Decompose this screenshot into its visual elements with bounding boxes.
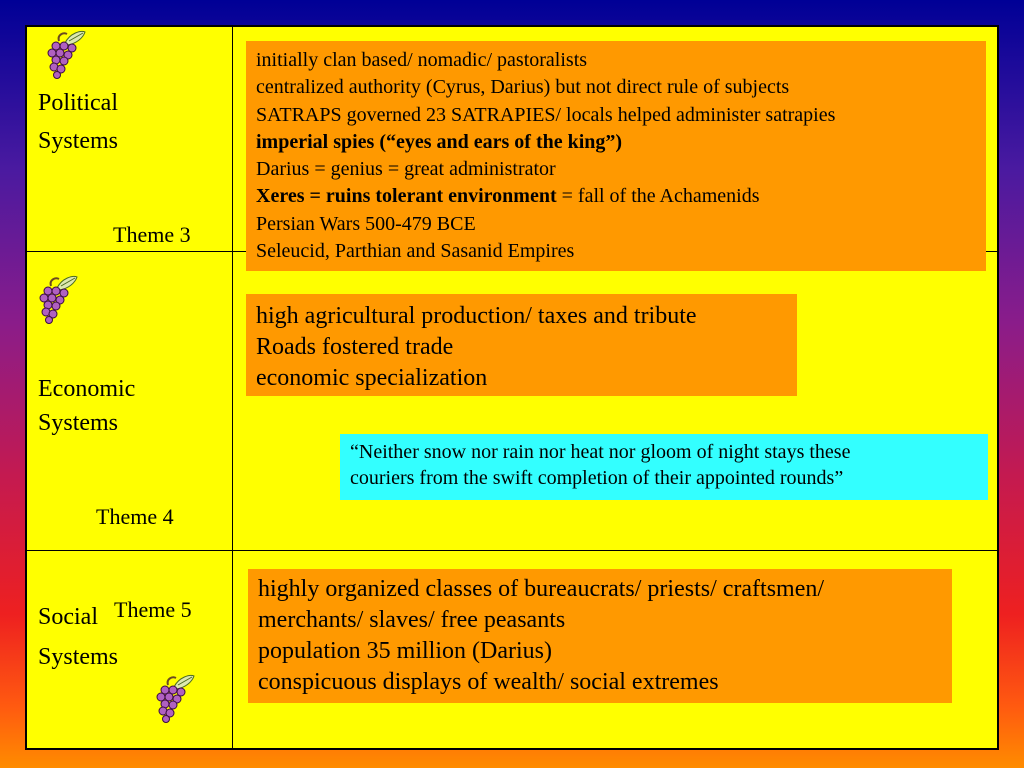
- economic-label-line2: Systems: [38, 410, 119, 436]
- economic-details-box: [246, 294, 797, 396]
- political-systems-label: [38, 84, 118, 161]
- social-label-line2: Systems: [38, 644, 119, 670]
- economic-item-1: high agricultural production/ taxes and tribute: [256, 303, 697, 329]
- economic-item-3: economic specialization: [256, 365, 488, 391]
- economic-item-2: Roads fostered trade: [256, 334, 454, 360]
- economic-systems-label: [38, 372, 135, 440]
- political-details-box: [246, 41, 986, 271]
- political-label-line1: Political: [38, 90, 118, 116]
- political-item-2: centralized authority (Cyrus, Darius) but not direct rule of subjects: [256, 76, 790, 99]
- social-item-3: population 35 million (Darius): [258, 638, 552, 664]
- political-item-6: Persian Wars 500-479 BCE: [256, 212, 476, 235]
- social-item-2: merchants/ slaves/ free peasants: [258, 607, 566, 633]
- political-item-4: imperial spies (“eyes and ears of the king”): [256, 130, 623, 153]
- social-label-line1: Social: [38, 604, 98, 630]
- theme-5-label: Theme 5: [114, 597, 192, 622]
- quote-line-1: “Neither snow nor rain nor heat nor gloom of night stays these: [350, 441, 851, 463]
- political-item-1: initially clan based/ nomadic/ pastoralists: [256, 49, 588, 71]
- theme-3-label: Theme 3: [113, 222, 191, 247]
- economic-label-line1: Economic: [38, 376, 136, 402]
- social-item-4: conspicuous displays of wealth/ social extremes: [258, 669, 719, 695]
- grape-icon: [43, 29, 87, 79]
- content-panel: [25, 25, 999, 750]
- political-item-7: Seleucid, Parthian and Sasanid Empires: [256, 240, 575, 263]
- column-divider: [232, 27, 233, 748]
- political-item-xeres: [256, 183, 976, 210]
- political-item-5: Darius = genius = great administrator: [256, 158, 556, 181]
- quote-line-2: couriers from the swift completion of their appointed rounds”: [350, 467, 844, 489]
- political-label-line2: Systems: [38, 128, 119, 155]
- grape-icon: [152, 673, 196, 723]
- xeres-bold-text: Xeres = ruins tolerant environment: [256, 185, 557, 208]
- theme-4-label: Theme 4: [96, 504, 174, 529]
- courier-quote-box: [340, 434, 988, 500]
- grape-icon: [35, 274, 79, 324]
- xeres-rest-text: = fall of the Achamenids: [556, 185, 760, 208]
- political-item-3: SATRAPS governed 23 SATRAPIES/ locals helped administer satrapies: [256, 103, 836, 126]
- social-item-1: highly organized classes of bureaucrats/ priests/ craftsmen/: [258, 576, 825, 602]
- social-systems-label: [38, 597, 118, 677]
- row-divider-2: [27, 550, 997, 551]
- social-details-box: [248, 569, 952, 703]
